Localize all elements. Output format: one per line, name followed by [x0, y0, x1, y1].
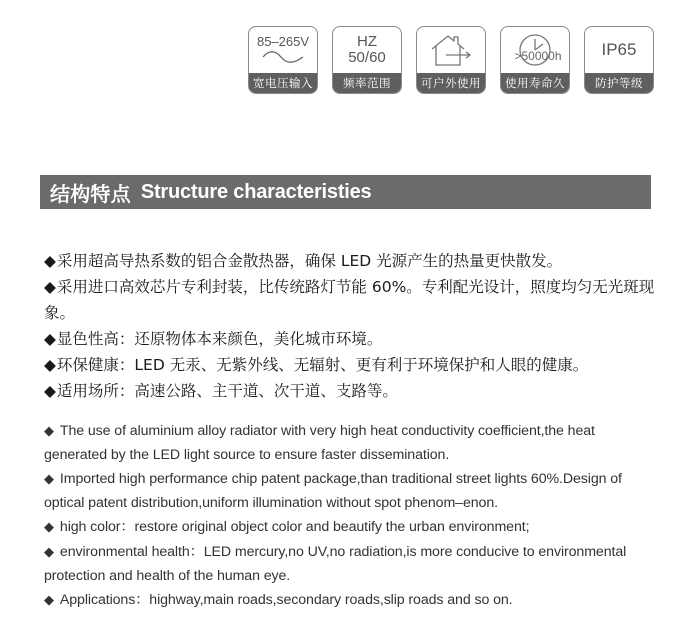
lifespan-badge	[500, 26, 570, 94]
outdoor-label: 可户外使用	[417, 73, 485, 93]
section-title-cn: 结构特点	[50, 181, 131, 206]
voltage-badge	[248, 26, 318, 94]
feature-cn-item: ◆适用场所：高速公路、主干道、次干道、支路等。	[44, 382, 398, 400]
frequency-value: 50/60	[348, 49, 386, 66]
frequency-badge	[332, 26, 402, 94]
ip-rating-label: 防护等级	[585, 73, 653, 93]
feature-en-item: ◆ Applications：highway,main roads,secondary roads,slip roads and so on.	[44, 592, 513, 609]
voltage-range: 85–265V	[256, 33, 310, 49]
feature-cn-item: ◆采用进口高效芯片专利封装，比传统路灯节能 60%。专利配光设计，照度均匀无光斑现象。	[44, 278, 655, 322]
house-arrow-icon	[428, 31, 474, 69]
frequency-label: 频率范围	[333, 73, 401, 93]
spec-badges	[248, 26, 654, 94]
diamond-bullet-icon: ◆	[44, 592, 54, 608]
diamond-bullet-icon: ◆	[44, 423, 54, 438]
feature-en-item: ◆ high color：restore original object color and beautify the urban environment;	[44, 519, 530, 536]
frequency-unit: HZ	[357, 33, 377, 50]
features-en	[44, 419, 656, 613]
section-title-en: Structure characteristies	[140, 180, 372, 203]
diamond-bullet-icon: ◆	[44, 519, 54, 535]
diamond-bullet-icon: ◆	[44, 252, 56, 270]
diamond-bullet-icon: ◆	[44, 471, 54, 487]
diamond-bullet-icon: ◆	[44, 382, 56, 400]
feature-cn-item: ◆采用超高导热系数的铝合金散热器，确保 LED 光源产生的热量更快散发。	[44, 252, 563, 270]
diamond-bullet-icon: ◆	[44, 543, 54, 559]
lifespan-label: 使用寿命久	[501, 73, 569, 93]
lifespan-value: >50000h	[514, 49, 562, 63]
feature-en-item: ◆ The use of aluminium alloy radiator with very high heat conductivity coefficient,the heat generated by the LED light source to ensure faster dissemination.	[44, 423, 595, 463]
diamond-bullet-icon: ◆	[44, 330, 56, 348]
features-cn	[44, 248, 656, 404]
sine-wave-icon	[261, 51, 305, 63]
feature-cn-item: ◆环保健康：LED 无汞、无紫外线、无辐射、更有利于环境保护和人眼的健康。	[44, 356, 589, 374]
section-header	[40, 175, 651, 209]
feature-en-item: ◆ environmental health：LED mercury,no UV,no radiation,is more conducive to environmental protection and health of the human eye.	[44, 543, 627, 584]
ip-rating-badge	[584, 26, 654, 94]
ip-rating-value: IP65	[601, 40, 637, 59]
feature-cn-item: ◆显色性高：还原物体本来颜色，美化城市环境。	[44, 330, 383, 348]
diamond-bullet-icon: ◆	[44, 278, 56, 296]
outdoor-badge	[416, 26, 486, 94]
diamond-bullet-icon: ◆	[44, 356, 56, 374]
voltage-label: 宽电压输入	[249, 73, 317, 93]
feature-en-item: ◆ Imported high performance chip patent package,than traditional street lights 60%.Design of optical patent distribution,uniform illumination without spot phenom–enon.	[44, 471, 622, 511]
